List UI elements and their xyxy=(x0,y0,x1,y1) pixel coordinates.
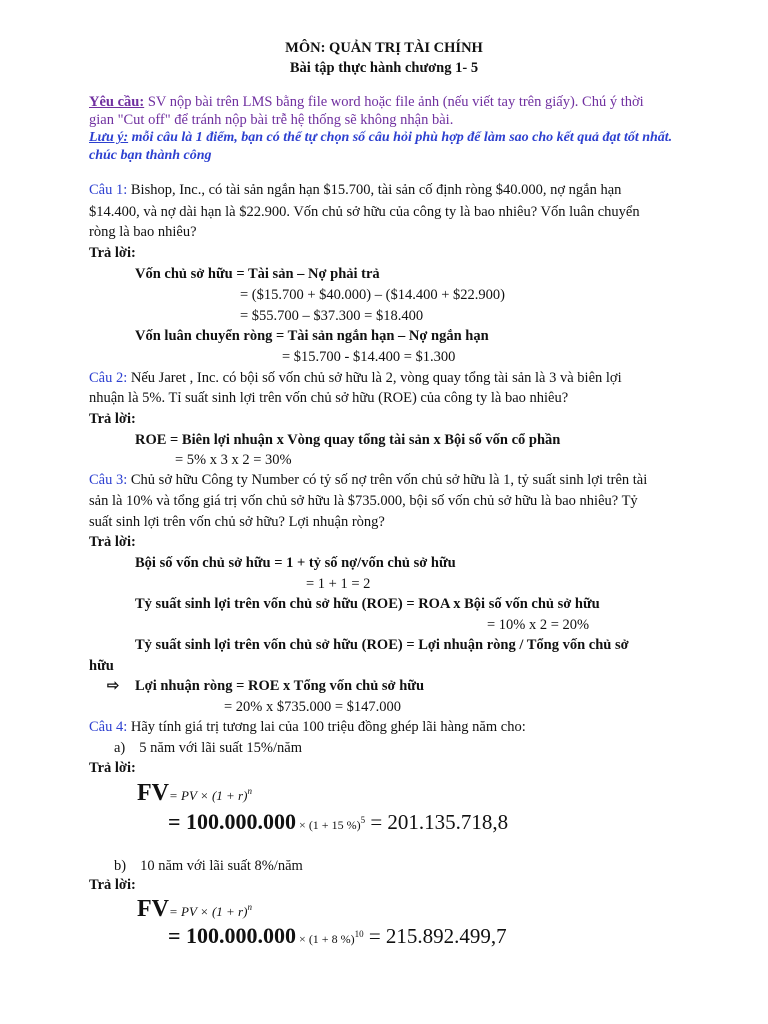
q4-item-a-text: 5 năm với lãi suất 15%/năm xyxy=(139,740,302,756)
q1-formula-4: Vốn luân chuyển ròng = Tài sản ngắn hạn – Nợ ngắn hạn xyxy=(135,328,489,344)
q4b-formula: = PV × (1 + r) xyxy=(169,903,248,919)
q4b-formula-n: n xyxy=(247,902,252,912)
q4a-formula: = PV × (1 + r) xyxy=(169,787,248,803)
q2-label: Câu 2: xyxy=(89,370,128,386)
q4-label: Câu 4: xyxy=(89,719,128,735)
q4b-mid: × (1 + 8 %) xyxy=(296,931,355,946)
q3-formula-2: = 1 + 1 = 2 xyxy=(306,576,371,592)
q3-line-1 xyxy=(89,470,647,490)
q3-formula-7: = 20% x $735.000 = $147.000 xyxy=(224,699,402,715)
q3-formula-5-cont: hữu xyxy=(89,658,114,674)
q4-item-b-label: b) xyxy=(114,858,127,874)
q3-formula-6: Lợi nhuận ròng = ROE x Tổng vốn chủ sở hữu xyxy=(135,678,425,694)
page-title: MÔN: QUẢN TRỊ TÀI CHÍNH xyxy=(285,40,483,56)
note-line-1 xyxy=(89,128,672,148)
requirements-line-2: gian "Cut off" để tránh nộp bài trễ hệ thống sẽ không nhận bài. xyxy=(89,112,454,128)
q4b-answer-label: Trả lời: xyxy=(89,877,136,893)
q4-line-1 xyxy=(89,717,526,737)
q4b-fv: FV xyxy=(137,895,169,922)
requirements-line-1 xyxy=(89,92,644,112)
q2-line-2: nhuận là 5%. Tỉ suất sinh lợi trên vốn chủ sở hữu (ROE) của công ty là bao nhiêu? xyxy=(89,390,569,406)
note-line-2: chúc bạn thành công xyxy=(89,148,212,163)
q2-answer-label: Trả lời: xyxy=(89,411,136,427)
requirements-text-1: SV nộp bài trên LMS bằng file word hoặc file ảnh (nếu viết tay trên giấy). Chú ý thời xyxy=(144,94,644,110)
q1-line-2: $14.400, và nợ dài hạn là $22.900. Vốn chủ sở hữu của công ty là bao nhiêu? Vốn luân chuyển xyxy=(89,204,640,220)
q4a-mid: × (1 + 15 %) xyxy=(296,817,361,832)
q2-formula-1: ROE = Biên lợi nhuận x Vòng quay tổng tài sản x Bội số vốn cổ phần xyxy=(135,432,561,448)
q3-line-2: sản là 10% và tổng giá trị vốn chủ sở hữu là $735.000, bội số vốn chủ sở hữu là bao nhiêu? Tỷ xyxy=(89,493,638,509)
q3-formula-6-line xyxy=(107,676,424,696)
note-label: Lưu ý: xyxy=(89,130,129,145)
q4a-fv: FV xyxy=(137,779,169,806)
q4b-exp: 10 xyxy=(354,929,364,939)
q4-item-b xyxy=(114,856,303,876)
q4a-pv: = 100.000.000 xyxy=(168,808,297,834)
q1-answer-label: Trả lời: xyxy=(89,245,136,261)
q4a-formula-line-2 xyxy=(168,806,508,839)
q1-formula-3: = $55.700 – $37.300 = $18.400 xyxy=(240,308,424,324)
q3-text-1: Chủ sở hữu Công ty Number có tỷ số nợ trên vốn chủ sở hữu là 1, tỷ suất sinh lợi trên tài xyxy=(127,472,648,488)
q4a-formula-line-1 xyxy=(137,778,252,809)
q1-line-3: ròng là bao nhiêu? xyxy=(89,224,197,240)
q3-answer-label: Trả lời: xyxy=(89,534,136,550)
q3-formula-1: Bội số vốn chủ sở hữu = 1 + tỷ số nợ/vốn chủ sở hữu xyxy=(135,555,456,571)
q4a-exp: 5 xyxy=(360,815,366,825)
q3-line-3: suất sinh lợi trên vốn chủ sở hữu? Lợi nhuận ròng? xyxy=(89,514,385,530)
q3-formula-4: = 10% x 2 = 20% xyxy=(487,617,590,633)
q1-line-1 xyxy=(89,180,621,200)
q4-item-a xyxy=(114,738,302,758)
q1-formula-2: = ($15.700 + $40.000) – ($14.400 + $22.900) xyxy=(240,287,505,303)
q1-formula-1: Vốn chủ sở hữu = Tài sản – Nợ phải trả xyxy=(135,266,380,282)
requirements-label: Yêu cầu: xyxy=(89,94,145,110)
arrow-right-icon: ⇨ xyxy=(107,678,120,694)
q2-text-1: Nếu Jaret , Inc. có bội số vốn chủ sở hữu là 2, vòng quay tổng tài sản là 3 và biên lợi xyxy=(127,370,622,386)
q3-formula-3: Tỷ suất sinh lợi trên vốn chủ sở hữu (ROE) = ROA x Bội số vốn chủ sở hữu xyxy=(135,596,600,612)
q3-formula-5: Tỷ suất sinh lợi trên vốn chủ sở hữu (ROE) = Lợi nhuận ròng / Tổng vốn chủ sở xyxy=(135,637,629,653)
q4b-pv: = 100.000.000 xyxy=(168,922,297,948)
q4a-answer-label: Trả lời: xyxy=(89,760,136,776)
q4a-formula-n: n xyxy=(247,786,252,796)
q1-label: Câu 1: xyxy=(89,182,128,198)
q4a-result: = 201.135.718,8 xyxy=(365,809,509,834)
q1-text-1: Bishop, Inc., có tài sản ngắn hạn $15.700, tài sản cố định ròng $40.000, nợ ngắn hạn xyxy=(127,182,622,198)
q4-text-1: Hãy tính giá trị tương lai của 100 triệu đồng ghép lãi hàng năm cho: xyxy=(127,719,526,735)
q1-formula-5: = $15.700 - $14.400 = $1.300 xyxy=(282,349,456,365)
q4b-result: = 215.892.499,7 xyxy=(363,923,507,948)
note-text-1: mỗi câu là 1 điểm, bạn có thể tự chọn số câu hỏi phù hợp để làm sao cho kết quả đạt tốt nhất. xyxy=(128,130,673,145)
q4b-formula-line-2 xyxy=(168,920,507,953)
q2-formula-2: = 5% x 3 x 2 = 30% xyxy=(175,452,292,468)
q3-label: Câu 3: xyxy=(89,472,128,488)
page-subtitle: Bài tập thực hành chương 1- 5 xyxy=(289,60,479,76)
q4-item-b-text: 10 năm với lãi suất 8%/năm xyxy=(140,858,303,874)
q2-line-1 xyxy=(89,368,622,388)
q4-item-a-label: a) xyxy=(114,740,126,756)
